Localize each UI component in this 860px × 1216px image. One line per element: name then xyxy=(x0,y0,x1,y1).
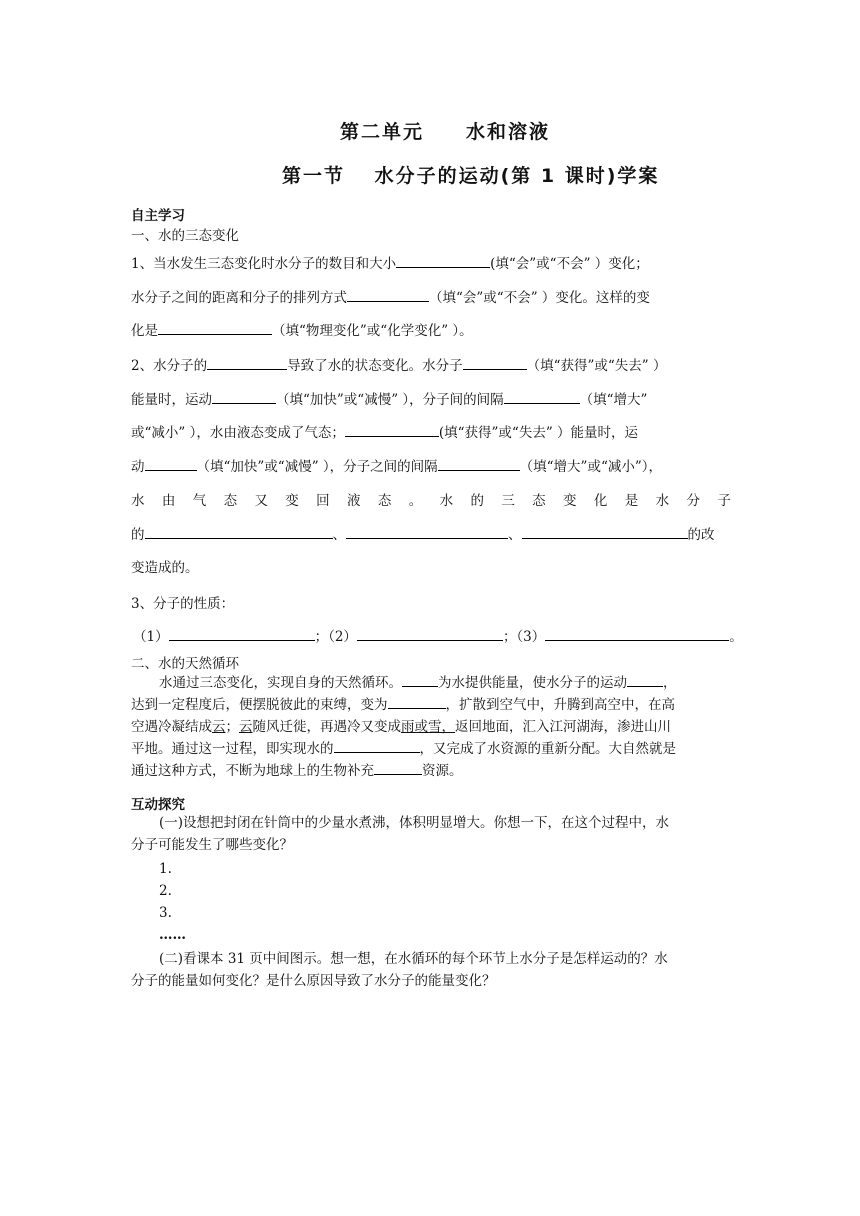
blank[interactable] xyxy=(504,389,580,404)
self-study-heading: 自主学习 xyxy=(131,208,185,224)
blank[interactable] xyxy=(627,672,663,687)
blank[interactable] xyxy=(207,355,287,370)
blank[interactable] xyxy=(145,456,197,471)
q1-line2: 水分子之间的距离和分子的排列方式 （填“会”或“不会” ）变化。这样的变 xyxy=(131,286,731,306)
blank[interactable] xyxy=(374,760,422,775)
blank[interactable] xyxy=(334,738,420,753)
list-item: 2. xyxy=(159,883,172,899)
q1-line3: 化是 （填“物理变化”或“化学变化” ）。 xyxy=(131,319,731,339)
q2-line6: 的 、 、 的改 xyxy=(131,523,731,543)
blank[interactable] xyxy=(346,524,508,539)
explore-heading: 互动探究 xyxy=(131,797,185,813)
blank[interactable] xyxy=(158,320,272,335)
list-item: 3. xyxy=(159,905,172,921)
blank[interactable] xyxy=(345,422,439,437)
blank[interactable] xyxy=(545,626,729,641)
q2-line2: 能量时，运动 （填“加快”或“减慢” ），分子间的间隔 （填“增大” xyxy=(131,388,731,408)
q2-line5: 水 由 气 态 又 变 回 液 态 。 水 的 三 态 变 化 是 水 分 子 xyxy=(131,493,731,509)
unit-title: 第二单元 水和溶液 xyxy=(340,121,551,143)
blank[interactable] xyxy=(347,287,429,302)
blank[interactable] xyxy=(396,253,490,268)
cycle-paragraph: 水通过三态变化，实现自身的天然循环。 为水提供能量，使水分子的运动 ， 达到一定程度后，便摆脱彼此的束缚，变为 ，扩散到空气中，升腾到高空中，在高 空遇冷凝结成云；云随风迁徙，再遇冷又变成雨或雪，返回地面，汇入江河湖海，渗进山川 平地。通过这一过程，即实现水的 ，又完成了水资源的重新分配。大自然就是 通过这种方式，不断为地球上的生物补充 资源。 xyxy=(131,672,731,782)
q2-line4: 动 （填“加快”或“减慢” ），分子之间的间隔 （填“增大”或“减小”）， xyxy=(131,455,731,475)
q2-line1: 2、水分子的 导致了水的状态变化。水分子 （填“获得”或“失去” ） xyxy=(131,354,731,374)
blank[interactable] xyxy=(145,524,333,539)
blank[interactable] xyxy=(169,626,315,641)
q2-line3: 或“减小” ），水由液态变成了气态； (填“获得”或“失去” ）能量时，运 xyxy=(131,421,731,441)
blank[interactable] xyxy=(438,456,520,471)
q3-blanks: （1） ；（2） ；（3） 。 xyxy=(133,625,733,645)
q2-line7: 变造成的。 xyxy=(131,560,199,576)
blank[interactable] xyxy=(357,626,503,641)
explore-q1: (一)设想把封闭在针筒中的少量水煮沸，体积明显增大。你想一下，在这个过程中，水 分子可能发生了哪些变化？ xyxy=(131,815,670,853)
answer-list xyxy=(159,858,759,946)
blank[interactable] xyxy=(522,524,688,539)
blank[interactable] xyxy=(212,389,276,404)
list-item: 1. xyxy=(159,861,172,877)
q1-line1: 1、当水发生三态变化时水分子的数目和大小 (填“会”或“不会” ）变化； xyxy=(131,252,731,272)
blank[interactable] xyxy=(402,672,438,687)
blank[interactable] xyxy=(388,694,446,709)
sec2-heading: 二、水的天然循环 xyxy=(131,656,239,672)
list-item: …… xyxy=(159,927,186,943)
sec1-heading: 一、水的三态变化 xyxy=(131,228,239,244)
blank[interactable] xyxy=(463,355,527,370)
section-title: 第一节 水分子的运动(第 1 课时)学案 xyxy=(282,165,660,187)
explore-q2: (二)看课本 31 页中间图示。想一想，在水循环的每个环节上水分子是怎样运动的？水 分子的能量如何变化？是什么原因导致了水分子的能量变化？ xyxy=(131,951,668,989)
q3-title: 3、分子的性质： xyxy=(131,596,235,612)
